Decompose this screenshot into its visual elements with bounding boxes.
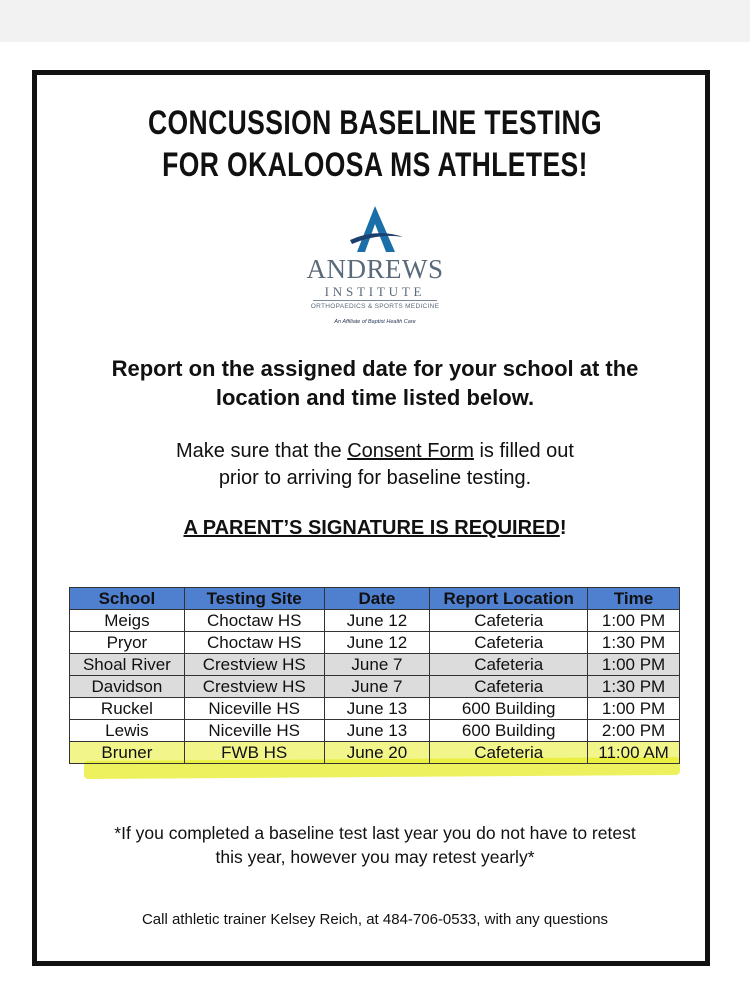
signature-requirement: [40, 517, 710, 540]
contact-info: Call athletic trainer Kelsey Reich, at 484-706-0533, with any questions: [141, 911, 609, 928]
table-cell: 2:00 PM: [588, 720, 680, 742]
table-cell: Choctaw HS: [184, 610, 324, 632]
table-header-row: [70, 588, 680, 610]
title-line-1: CONCUSSION BASELINE TESTING: [147, 104, 603, 142]
header-cell: Report Location: [430, 588, 588, 610]
table-row-highlighted: [70, 742, 680, 764]
note-line-2: this year, however you may retest yearly*: [215, 847, 535, 867]
table-cell: Pryor: [70, 632, 185, 654]
table-cell: Crestview HS: [184, 654, 324, 676]
consent-notice: [40, 438, 710, 492]
logo-a-mark-icon: [295, 204, 455, 256]
table-cell: Niceville HS: [184, 698, 324, 720]
consent-post: is filled out: [473, 440, 574, 462]
table-cell: Cafeteria: [430, 654, 588, 676]
table-cell: 1:00 PM: [588, 698, 680, 720]
table-cell: June 20: [324, 742, 430, 764]
table-cell: Cafeteria: [430, 676, 588, 698]
table-cell: 1:00 PM: [588, 610, 680, 632]
table-cell: Davidson: [70, 676, 185, 698]
table-row: [70, 698, 680, 720]
header-cell: Testing Site: [184, 588, 324, 610]
table-cell: Crestview HS: [184, 676, 324, 698]
logo-divider: [313, 300, 437, 301]
retest-note: [40, 821, 710, 869]
table-cell: June 7: [324, 676, 430, 698]
table-row: [70, 720, 680, 742]
table-cell: June 7: [324, 654, 430, 676]
consent-line-2: prior to arriving for baseline testing.: [218, 467, 532, 489]
table-cell: Cafeteria: [430, 632, 588, 654]
header-cell: Time: [588, 588, 680, 610]
table-cell: 600 Building: [430, 698, 588, 720]
instructions-line-2: location and time listed below.: [215, 385, 535, 410]
table-cell: FWB HS: [184, 742, 324, 764]
table-row: [70, 676, 680, 698]
logo-name: ANDREWS: [306, 254, 444, 284]
table-cell: Bruner: [70, 742, 185, 764]
logo-affiliate: An Affiliate of Baptist Health Care: [334, 319, 416, 325]
table-cell: June 12: [324, 610, 430, 632]
table-cell: June 13: [324, 720, 430, 742]
table-row: [70, 632, 680, 654]
instructions: [40, 354, 710, 412]
table-cell: 11:00 AM: [588, 742, 680, 764]
andrews-institute-logo: [295, 204, 455, 334]
table-cell: Choctaw HS: [184, 632, 324, 654]
signature-text: A PARENT’S SIGNATURE IS REQUIRED: [183, 517, 560, 539]
table-cell: Meigs: [70, 610, 185, 632]
instructions-line-1: Report on the assigned date for your school at the: [111, 356, 639, 381]
table-cell: 1:00 PM: [588, 654, 680, 676]
table-cell: June 12: [324, 632, 430, 654]
title-line-2: FOR OKALOOSA MS ATHLETES!: [162, 146, 588, 184]
logo-tagline: ORTHOPAEDICS & SPORTS MEDICINE: [310, 303, 440, 310]
header-cell: Date: [324, 588, 430, 610]
consent-pre: Make sure that the: [176, 440, 348, 462]
table-cell: Cafeteria: [430, 742, 588, 764]
table-cell: Lewis: [70, 720, 185, 742]
table-cell: 600 Building: [430, 720, 588, 742]
logo-sub: INSTITUTE: [324, 284, 426, 299]
table-cell: Niceville HS: [184, 720, 324, 742]
table-cell: Shoal River: [70, 654, 185, 676]
note-line-1: *If you completed a baseline test last year you do not have to retest: [114, 823, 636, 843]
table-cell: Ruckel: [70, 698, 185, 720]
consent-form-link[interactable]: Consent Form: [347, 440, 474, 462]
header-cell: School: [70, 588, 185, 610]
table-row: [70, 654, 680, 676]
table-cell: June 13: [324, 698, 430, 720]
signature-suffix: !: [559, 517, 567, 539]
table-row: [70, 610, 680, 632]
table-cell: 1:30 PM: [588, 632, 680, 654]
table-cell: 1:30 PM: [588, 676, 680, 698]
schedule-table: [69, 587, 680, 764]
flyer-title: [83, 102, 668, 186]
table-cell: Cafeteria: [430, 610, 588, 632]
